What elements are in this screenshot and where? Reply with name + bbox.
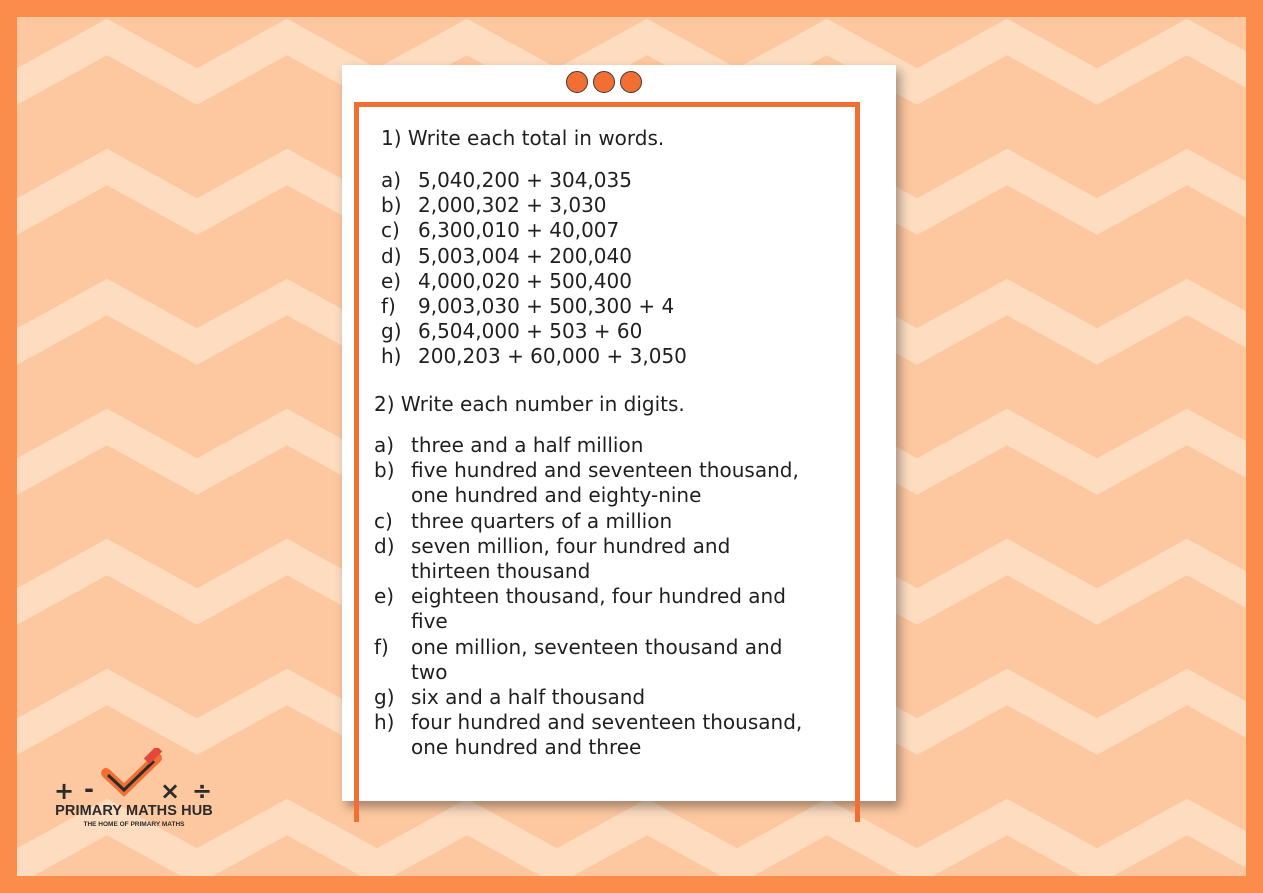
question2-item <box>374 685 804 710</box>
question1-item <box>381 193 687 218</box>
item-label: g) <box>381 319 402 344</box>
window-dots <box>566 71 642 95</box>
item-label: e) <box>381 268 402 293</box>
question2-item <box>374 458 804 508</box>
item-label: d) <box>381 243 402 268</box>
window-dot <box>566 71 588 93</box>
question-2-list <box>374 433 804 761</box>
item-text: 200,203 + 60,000 + 3,050 <box>418 344 687 369</box>
question1-item <box>381 218 687 243</box>
minus-icon: - <box>84 775 94 803</box>
question2-item <box>374 635 804 685</box>
item-label: h) <box>374 710 395 735</box>
question2-item <box>374 584 804 634</box>
worksheet-card <box>342 65 896 801</box>
item-text: three and a half million <box>411 433 644 457</box>
item-text: four hundred and seventeen thousand, one hundred and three <box>411 710 803 760</box>
item-text: 9,003,030 + 500,300 + 4 <box>418 294 675 319</box>
window-dot <box>593 71 615 93</box>
item-label: d) <box>374 533 395 558</box>
logo-tagline: THE HOME OF PRIMARY MATHS <box>83 821 185 828</box>
divide-icon: ÷ <box>192 777 213 805</box>
question-1-list <box>381 168 687 370</box>
primary-maths-hub-logo <box>44 748 224 838</box>
plus-icon: + <box>54 777 75 805</box>
item-label: c) <box>374 508 393 533</box>
item-text: 6,300,010 + 40,007 <box>418 218 620 243</box>
item-label: h) <box>381 344 402 369</box>
item-text: three quarters of a million <box>411 508 673 533</box>
item-label: e) <box>374 584 395 609</box>
question2-item <box>374 509 804 534</box>
item-label: a) <box>374 433 395 457</box>
item-text: 5,040,200 + 304,035 <box>418 168 632 192</box>
question1-item <box>381 344 687 369</box>
question1-item <box>381 244 687 269</box>
item-text: 4,000,020 + 500,400 <box>418 268 632 293</box>
question1-item <box>381 294 687 319</box>
question2-item <box>374 433 804 458</box>
question-1-heading: 1) Write each total in words. <box>381 126 665 150</box>
item-label: f) <box>381 294 396 319</box>
item-label: g) <box>374 685 395 710</box>
item-label: c) <box>381 218 400 243</box>
window-dot <box>620 71 642 93</box>
item-text: six and a half thousand <box>411 685 646 710</box>
question2-item <box>374 710 804 760</box>
item-text: 6,504,000 + 503 + 60 <box>418 319 643 344</box>
pencil-check-icon <box>106 748 162 790</box>
question2-item <box>374 534 804 584</box>
item-label: a) <box>381 168 402 192</box>
item-text: one million, seventeen thousand and two <box>411 634 783 684</box>
question-2-heading: 2) Write each number in digits. <box>374 392 685 416</box>
logo-graphic <box>44 748 224 808</box>
question1-item <box>381 319 687 344</box>
item-label: b) <box>374 458 395 483</box>
item-text: five hundred and seventeen thousand, one hundred and eighty-nine <box>411 458 799 508</box>
item-text: 5,003,004 + 200,040 <box>418 243 632 268</box>
item-text: eighteen thousand, four hundred and five <box>411 584 786 634</box>
item-text: 2,000,302 + 3,030 <box>418 193 607 218</box>
item-text: seven million, four hundred and thirteen thousand <box>411 533 731 584</box>
multiply-icon: × <box>160 777 181 805</box>
question1-item <box>381 269 687 294</box>
logo-title: PRIMARY MATHS HUB <box>55 803 213 819</box>
item-label: b) <box>381 193 402 218</box>
question1-item <box>381 168 687 193</box>
item-label: f) <box>374 634 389 659</box>
